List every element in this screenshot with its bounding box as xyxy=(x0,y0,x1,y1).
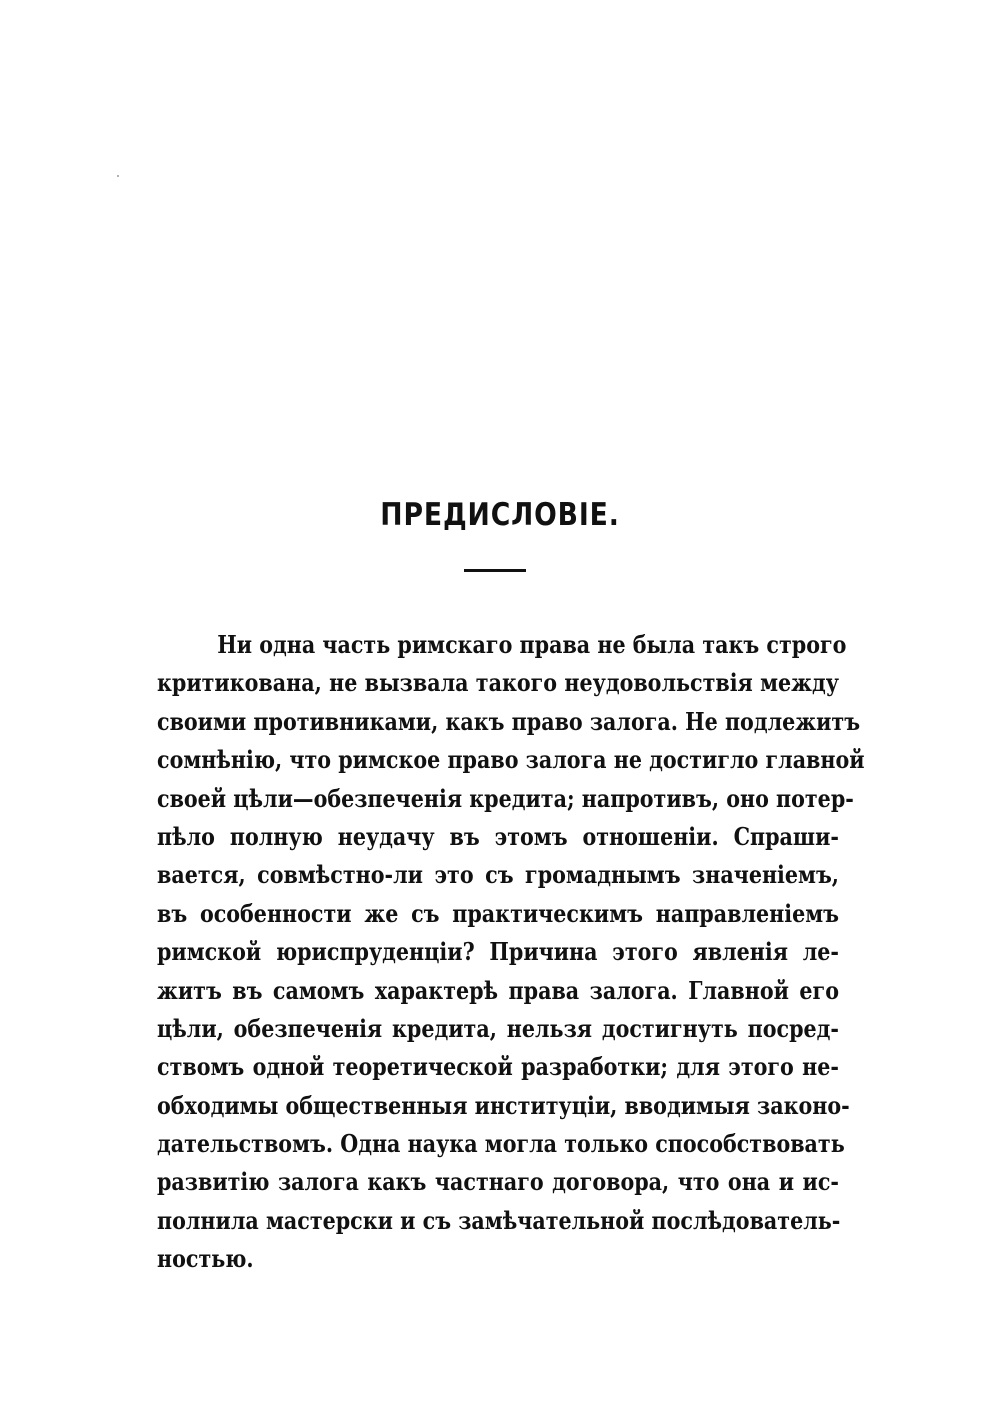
text-line: вается, совмѣстно-ли это съ громаднымъ значеніемъ, xyxy=(157,860,839,890)
text-line: обходимы общественныя институціи, вводимыя законо- xyxy=(157,1090,850,1120)
text-line: дательствомъ. Одна наука могла только способствовать xyxy=(157,1129,845,1159)
text-line: въ особенности же съ практическимъ направленіемъ xyxy=(157,898,839,928)
text-line: ностью. xyxy=(157,1244,254,1274)
text-line: сомнѣнію, что римское право залога не достигло главной xyxy=(157,745,865,775)
preface-text xyxy=(157,626,865,1279)
text-line: своими противниками, какъ право залога. Не подлежитъ xyxy=(157,706,861,736)
title-rule xyxy=(464,569,526,572)
text-line: развитію залога какъ частнаго договора, что она и ис- xyxy=(157,1167,839,1197)
text-line: критикована, не вызвала такого неудовольствія между xyxy=(157,668,839,698)
text-line: Ни одна часть римскаго права не была такъ строго xyxy=(217,630,847,659)
text-line: цѣли, обезпеченія кредита, нельзя достигнуть посред- xyxy=(157,1013,839,1043)
text-line: полнила мастерски и съ замѣчательной послѣдователь- xyxy=(157,1205,841,1235)
text-line: своей цѣли—обезпеченія кредита; напротивъ, оно потер- xyxy=(157,783,854,813)
text-line: пѣло полную неудачу въ этомъ отношеніи. Спраши- xyxy=(157,821,839,851)
text-line: житъ въ самомъ характерѣ права залога. Главной его xyxy=(157,975,839,1005)
text-line: ствомъ одной теоретической разработки; для этого не- xyxy=(157,1052,839,1082)
page-speck xyxy=(117,175,119,177)
text-line: римской юриспруденціи? Причина этого явленія ле- xyxy=(157,937,839,967)
page-title: ПРЕДИСЛОВІЕ. xyxy=(380,497,620,533)
